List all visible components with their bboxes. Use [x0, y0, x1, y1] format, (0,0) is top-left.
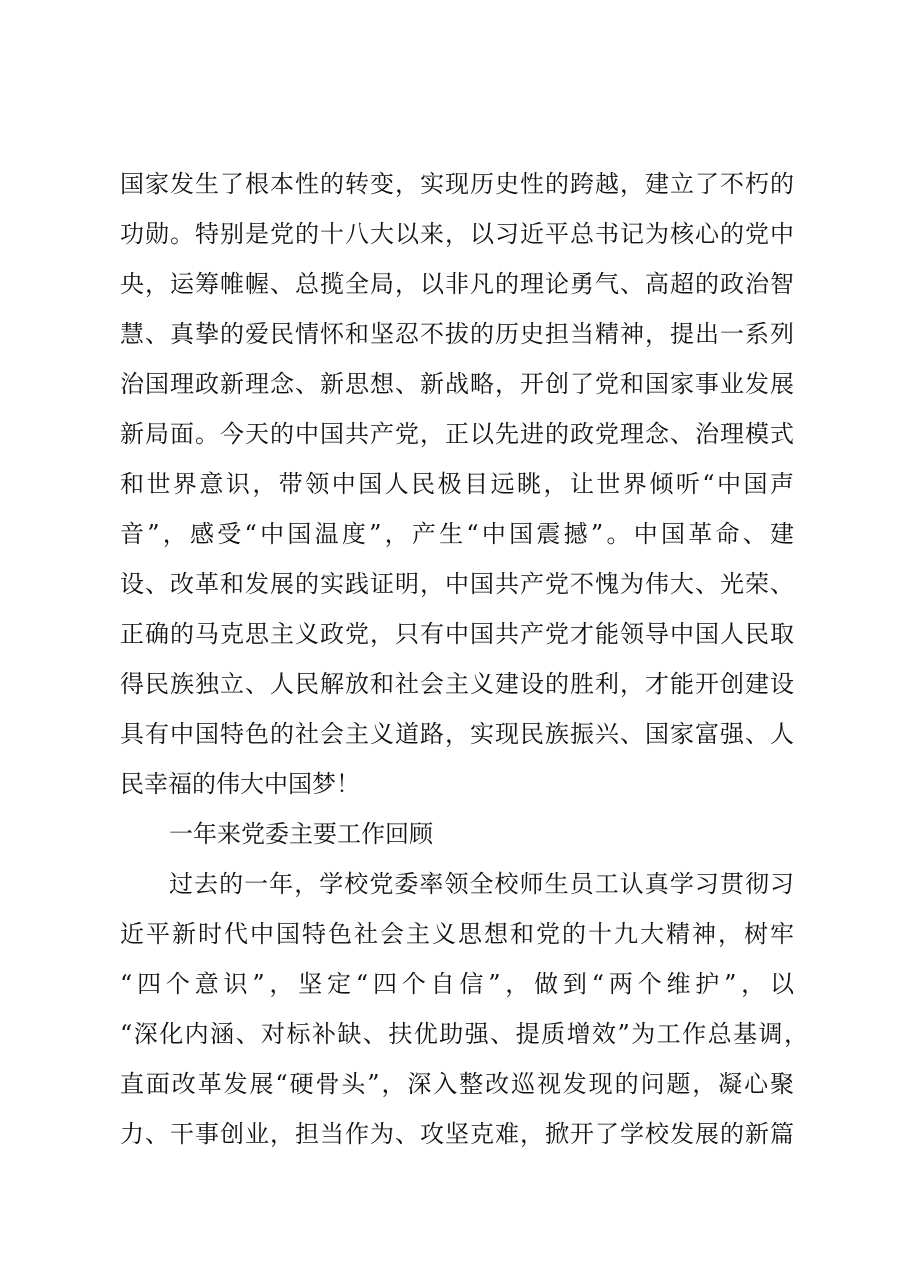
paragraph-line: 和世界意识，带领中国人民极目远眺，让世界倾听“中国声: [120, 470, 794, 498]
paragraph-line: 新局面。今天的中国共产党，正以先进的政党理念、治理模式: [120, 420, 794, 448]
paragraph-line: “四个意识”，坚定“四个自信”，做到“两个维护”，以: [120, 970, 794, 998]
paragraph-line: 国家发生了根本性的转变，实现历史性的跨越，建立了不朽的: [120, 170, 794, 198]
paragraph-line: 力、干事创业，担当作为、攻坚克难，掀开了学校发展的新篇: [120, 1120, 794, 1148]
paragraph-line: 央，运筹帷幄、总揽全局，以非凡的理论勇气、高超的政治智: [120, 270, 794, 298]
paragraph-line: 功勋。特别是党的十八大以来，以习近平总书记为核心的党中: [120, 220, 794, 248]
paragraph-line: 慧、真挚的爱民情怀和坚忍不拔的历史担当精神，提出一系列: [120, 320, 794, 348]
paragraph-line: 正确的马克思主义政党，只有中国共产党才能领导中国人民取: [120, 620, 794, 648]
paragraph-line: 民幸福的伟大中国梦！: [120, 770, 360, 798]
paragraph-line: 直面改革发展“硬骨头”，深入整改巡视发现的问题，凝心聚: [120, 1070, 794, 1098]
paragraph-line: 过去的一年，学校党委率领全校师生员工认真学习贯彻习: [169, 870, 794, 898]
paragraph-line: 具有中国特色的社会主义道路，实现民族振兴、国家富强、人: [120, 720, 794, 748]
paragraph-line: “深化内涵、对标补缺、扶优助强、提质增效”为工作总基调，: [120, 1020, 808, 1048]
paragraph-line: 治国理政新理念、新思想、新战略，开创了党和国家事业发展: [120, 370, 794, 398]
paragraph-line: 近平新时代中国特色社会主义思想和党的十九大精神，树牢: [120, 920, 794, 948]
paragraph-line: 音”，感受“中国温度”，产生“中国震撼”。中国革命、建: [120, 520, 794, 548]
paragraph-line: 得民族独立、人民解放和社会主义建设的胜利，才能开创建设: [120, 670, 794, 698]
section-heading: 一年来党委主要工作回顾: [169, 820, 433, 848]
paragraph-line: 设、改革和发展的实践证明，中国共产党不愧为伟大、光荣、: [120, 570, 794, 598]
